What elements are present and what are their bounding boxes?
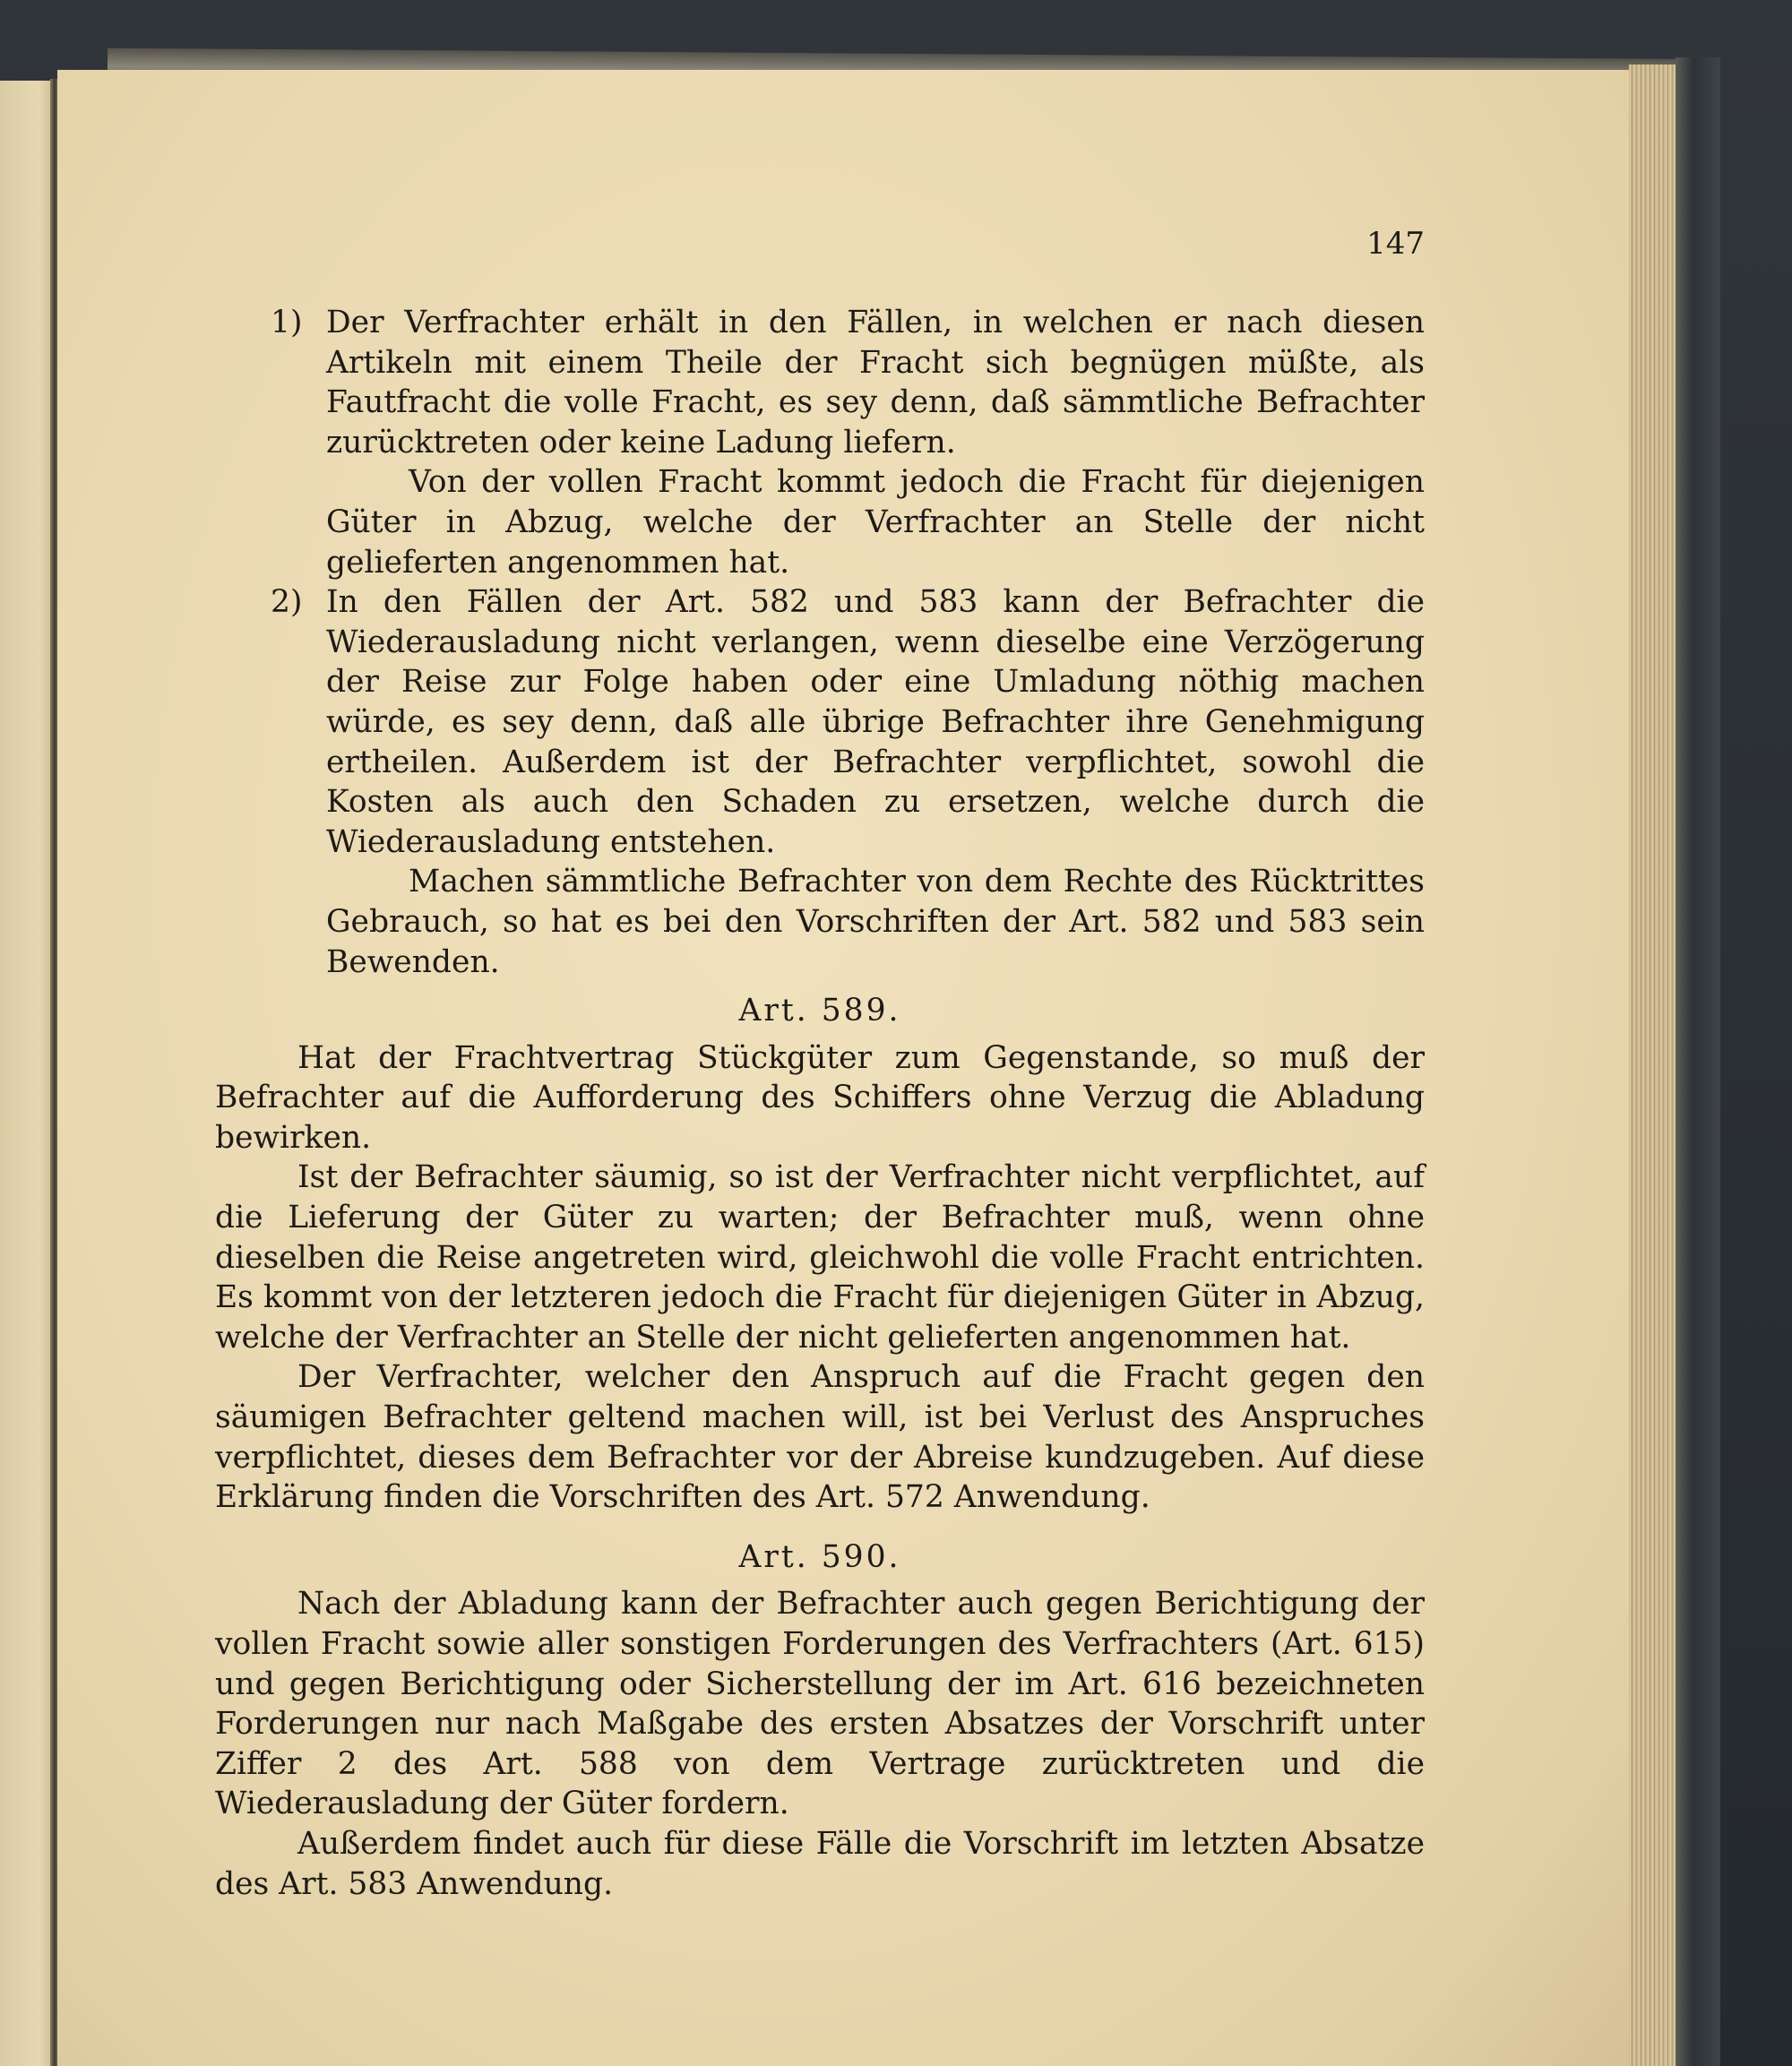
paragraph: In den Fällen der Art. 582 und 583 kann der Befrachter die Wiederausladung nicht verlangen, wenn dieselbe eine Verzögerung der Reise zur Folge haben oder eine Umladung nöthig machen würde, es sey denn, daß alle übrige Befrachter ihre Genehmigung ertheilen. Außerdem ist der Befrachter verpflichtet, sowohl die Kosten als auch den Schaden zu ersetzen, welche durch die Wiederausladung entstehen. [326, 584, 1425, 860]
list-item-number: 2) [271, 584, 303, 621]
article-body [215, 1584, 1425, 1904]
page-number: 147 [1366, 226, 1425, 262]
list-item [215, 582, 1425, 982]
facing-page-edge [0, 81, 56, 2066]
paragraph: Der Verfrachter, welcher den Anspruch auf die Fracht gegen den säumigen Befrachter geltend machen will, ist bei Verlust des Anspruches verpflichtet, dieses dem Befrachter vor der Abreise kundzugeben. Auf diese Erklärung finden die Vorschriften des Art. 572 Anwendung. [215, 1359, 1425, 1516]
article-body [215, 1038, 1425, 1518]
article-heading: Art. 589. [738, 993, 901, 1029]
paragraph: Der Verfrachter erhält in den Fällen, in welchen er nach diesen Artikeln mit einem Theile der Fracht sich begnügen müßte, als Fautfracht die volle Fracht, es sey denn, daß sämmtliche Befrachter zurücktreten oder keine Ladung liefern. [326, 305, 1425, 461]
paragraph: Von der vollen Fracht kommt jedoch die Fracht für diejenigen Güter in Abzug, welche der Verfrachter an Stelle der nicht gelieferten angenommen hat. [326, 464, 1425, 581]
paragraph: Machen sämmtliche Befrachter von dem Rechte des Rücktrittes Gebrauch, so hat es bei den Vorschriften der Art. 582 und 583 sein Bewenden. [326, 864, 1425, 980]
list-item [215, 303, 1425, 582]
paragraph: Nach der Abladung kann der Befrachter auch gegen Berichtigung der vollen Fracht sowie aller sonstigen Forderungen des Verfrachters (Art. 615) und gegen Berichtigung oder Sicherstellung der im Art. 616 bezeichneten Forderungen nur nach Maßgabe des ersten Absatzes der Vorschrift unter Ziffer 2 des Art. 588 von dem Vertrage zurücktreten und die Wiederausladung der Güter fordern. [215, 1586, 1425, 1822]
list-item-number: 1) [271, 305, 303, 340]
page-edges-stack [1629, 65, 1681, 2066]
book-cover-right [1676, 57, 1720, 2066]
paragraph: Hat der Frachtvertrag Stückgüter zum Gegenstande, so muß der Befrachter auf die Aufforderung des Schiffers ohne Verzug die Abladung bewirken. [215, 1039, 1425, 1156]
paragraph: Ist der Befrachter säumig, so ist der Verfrachter nicht verpflichtet, auf die Lieferung der Güter zu warten; der Befrachter muß, wenn ohne dieselben die Reise angetreten wird, gleichwohl die volle Fracht entrichten. Es kommt von der letzteren jedoch die Fracht für diejenigen Güter in Abzug, welche der Verfrachter an Stelle der nicht gelieferten angenommen hat. [215, 1159, 1425, 1356]
article-heading: Art. 590. [738, 1538, 901, 1575]
page-content [215, 224, 1425, 1904]
paragraph: Außerdem findet auch für diese Fälle die Vorschrift im letzten Absatze des Art. 583 Anwendung. [215, 1825, 1425, 1902]
